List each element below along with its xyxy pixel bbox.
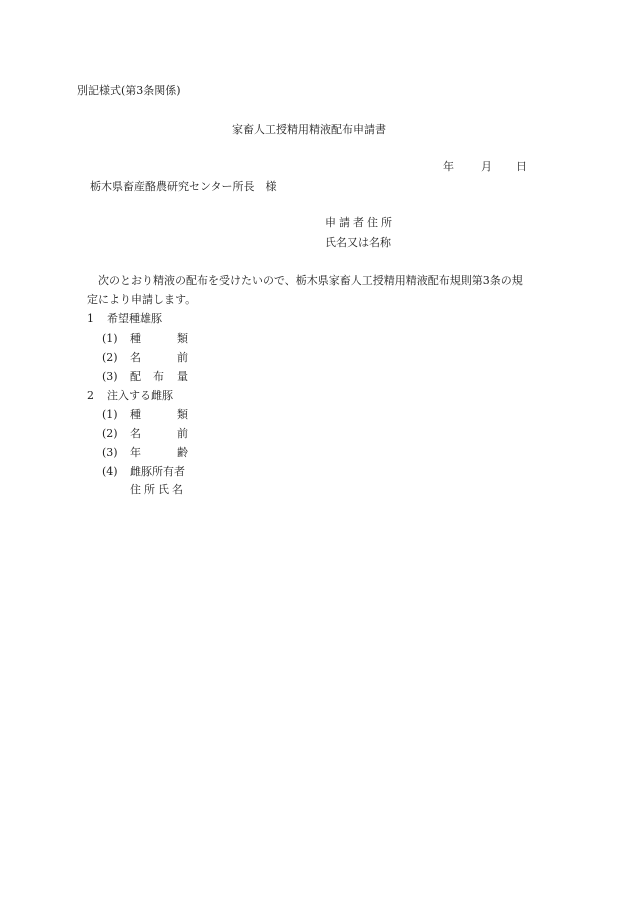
item-label-char: 布 (153, 370, 164, 383)
item-number: (3) (102, 446, 118, 459)
item-label: 雌豚所有者 (130, 465, 185, 478)
item-label-char: 齢 (177, 446, 188, 459)
item-number: (1) (102, 332, 118, 345)
date-day-label: 日 (516, 160, 527, 173)
item-number: (4) (102, 465, 118, 478)
applicant-name-label: 氏名又は名称 (325, 236, 391, 249)
item-label-char: 年 (130, 446, 141, 459)
item-label-char: 前 (177, 427, 188, 440)
section-number: 1 (87, 312, 94, 325)
item-label-char: 配 (130, 370, 141, 383)
body-text-line-1: 次のとおり精液の配布を受けたいので、栃木県家畜人工授精用精液配布規則第3条の規 (98, 274, 523, 287)
item-label-char: 前 (177, 351, 188, 364)
section-number: 2 (87, 389, 94, 402)
item-number: (1) (102, 408, 118, 421)
recipient-line: 栃木県畜産酪農研究センター所長 様 (90, 180, 277, 193)
date-year-label: 年 (443, 160, 454, 173)
item-number: (2) (102, 351, 118, 364)
item-label-char: 類 (177, 332, 188, 345)
item-sublabel: 住所氏名 (130, 483, 186, 496)
section-heading: 注入する雌豚 (107, 389, 173, 402)
item-label-char: 類 (177, 408, 188, 421)
document-title: 家畜人工授精用精液配布申請書 (232, 123, 386, 136)
item-label-char: 名 (130, 351, 141, 364)
form-reference: 別記様式(第3条関係) (77, 84, 181, 97)
section-heading: 希望種雄豚 (107, 312, 162, 325)
body-text-line-2: 定により申請します。 (87, 293, 197, 306)
item-label-char: 名 (130, 427, 141, 440)
item-number: (2) (102, 427, 118, 440)
date-month-label: 月 (481, 160, 492, 173)
applicant-address-label: 申請者住所 (325, 216, 395, 229)
item-label-char: 種 (130, 408, 141, 421)
item-label-char: 種 (130, 332, 141, 345)
item-number: (3) (102, 370, 118, 383)
item-label-char: 量 (177, 370, 188, 383)
